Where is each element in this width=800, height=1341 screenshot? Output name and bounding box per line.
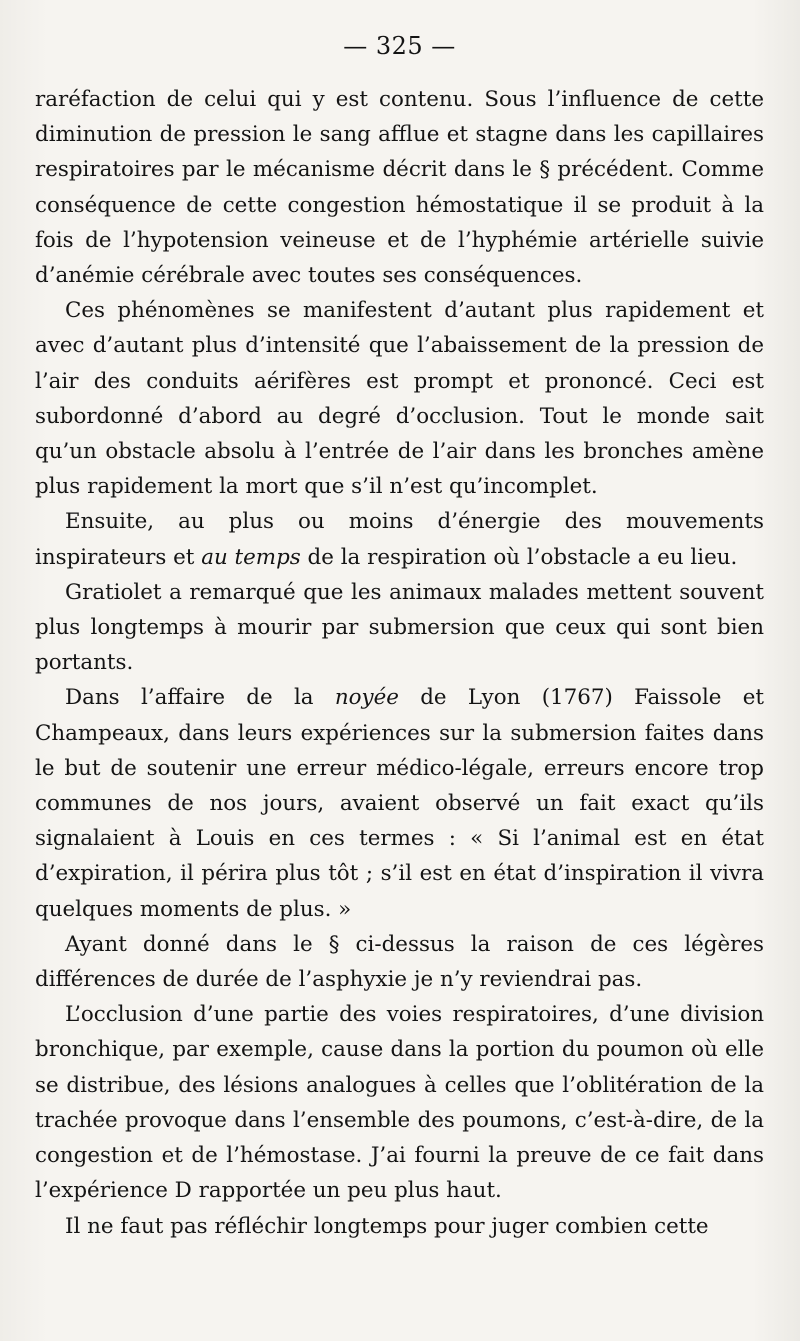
body-text — [35, 82, 764, 1244]
text-segment: Gratiolet a remarqué que les animaux malades mettent souvent plus longtemps à mourir par submersion que ceux qui sont bien portants. — [35, 579, 764, 676]
text-segment: de la respiration où l’obstacle a eu lieu. — [300, 544, 738, 570]
text-segment: Ensuite, au plus ou moins d’énergie des mouvements inspirateurs et — [35, 509, 764, 570]
text-segment: L’occlusion d’une partie des voies respiratoires, d’une division bronchique, par exemple, cause dans la portion du poumon où elle se distribue, des lésions analogues à celles que l’oblitération de la trachée provoque dans l’ensemble des poumons, c’est-à-dire, de la congestion et de l’hémostase. J’ai fourni la preuve de ce fait dans l’expérience D rapportée un peu plus haut. — [35, 1002, 764, 1204]
paragraph-8 — [35, 1209, 764, 1244]
text-segment: Il ne faut pas réfléchir longtemps pour juger combien cette — [65, 1213, 709, 1239]
paragraph-3 — [35, 504, 764, 574]
page-number: — 325 — — [343, 32, 456, 60]
paragraph-1 — [35, 82, 764, 293]
paragraph-6 — [35, 927, 764, 997]
paragraph-7 — [35, 997, 764, 1208]
text-segment: de Lyon (1767) Faissole et Champeaux, dans leurs expériences sur la submersion faites dans le but de soutenir une erreur médico-légale, erreurs encore trop communes de nos jours, avaient observé un fait exact qu’ils signalaient à Louis en ces termes : « Si l’animal est en état d’expiration, il périra plus tôt ; s’il est en état d’inspiration il vivra quelques moments de plus. » — [35, 685, 764, 922]
text-segment: raréfaction de celui qui y est contenu. Sous l’influence de cette diminution de pression le sang afflue et stagne dans les capillaires respiratoires par le mécanisme décrit dans le § précédent. Comme conséquence de cette congestion hémostatique il se produit à la fois de l’hypotension veineuse et de l’hyphémie artérielle suivie d’anémie cérébrale avec toutes ses conséquences. — [35, 87, 764, 289]
italic-text: au temps — [201, 544, 301, 570]
text-segment: Ces phénomènes se manifestent d’autant plus rapidement et avec d’autant plus d’intensité que l’abaissement de la pression de l’air des conduits aérifères est prompt et prononcé. Ceci est subordonné d’abord au degré d’occlusion. Tout le monde sait qu’un obstacle absolu à l’entrée de l’air dans les bronches amène plus rapidement la mort que s’il n’est qu’incomplet. — [35, 298, 764, 500]
paragraph-2 — [35, 293, 764, 504]
text-segment: Ayant donné dans le § ci-dessus la raison de ces légères différences de durée de l’asphyxie je n’y reviendrai pas. — [35, 931, 764, 993]
paragraph-5 — [35, 680, 764, 926]
paragraph-4 — [35, 575, 764, 681]
text-segment: Dans l’affaire de la — [65, 685, 335, 711]
italic-text: noyée — [334, 685, 399, 711]
